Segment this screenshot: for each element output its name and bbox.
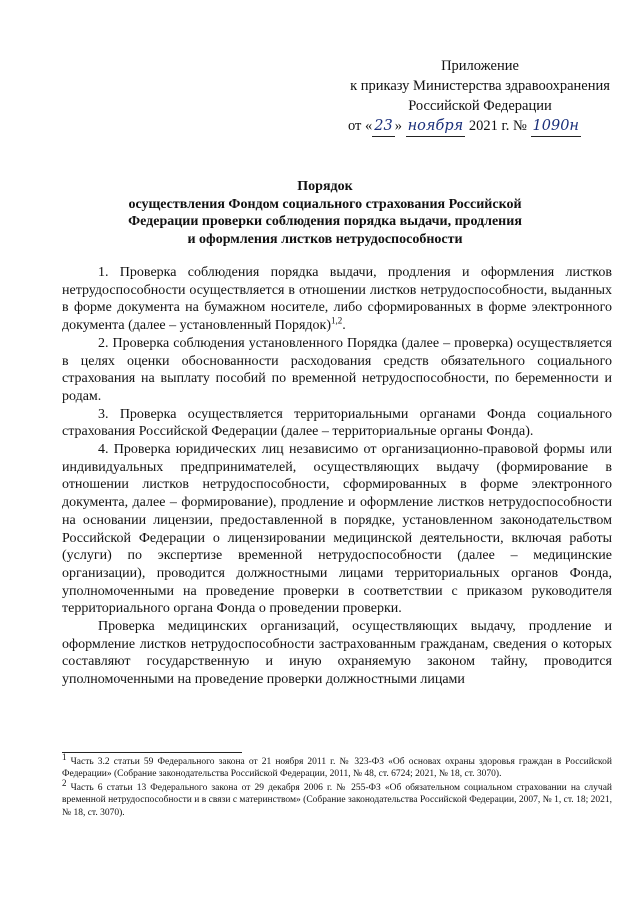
paragraph-5: Проверка медицинских организаций, осуществляющих выдачу, продление и оформление листков нетрудоспособности застрахованным гражданам, сведения о которых составляют государственную и иную охраняемую законом тайну, проводится уполномоченными на проведение проверки должностными лицами — [62, 619, 612, 688]
paragraph-1 — [62, 264, 612, 335]
footnote-2-text: Часть 6 статьи 13 Федерального закона от 29 декабря 2006 г. № 255-ФЗ «Об обязательном социальном страховании на случай временной нетрудоспособности и в связи с материнством» (Собрание законодательства Российской Федерации, 2007, № 1, ст. 18; 2021, № 18, ст. 3070). — [62, 782, 612, 818]
order-number: 1090н — [531, 116, 581, 137]
title-line-1: Порядок — [297, 179, 353, 194]
paragraph-3: 3. Проверка осуществляется территориальными органами Фонда социального страхования Российской Федерации (далее – территориальные органы Фонда). — [62, 406, 612, 440]
date-mid: » — [394, 118, 406, 134]
footnotes — [62, 751, 612, 820]
footnote-1 — [62, 751, 612, 781]
footnote-2-mark: 2 — [62, 777, 67, 788]
footnote-divider — [62, 752, 242, 753]
appendix-header — [330, 56, 630, 137]
order-date-line — [330, 116, 630, 137]
date-year: 2021 г. № — [465, 118, 531, 134]
footnote-1-text: Часть 3.2 статьи 59 Федерального закона от 21 ноября 2011 г. № 323-ФЗ «Об основах охраны здоровья граждан в Российской Федерации» (Собрание законодательства Российской Федерации, 2011, № 48, ст. 6724; 2021, № 18, ст. 3070). — [62, 757, 612, 780]
order-reference: к приказу Министерства здравоохранения — [350, 78, 610, 94]
paragraph-1-text: 1. Проверка соблюдения порядка выдачи, продления и оформления листков нетрудоспособности осуществляется в отношении листков нетрудоспособности, выданных в форме документа на бумажном носителе, либо сформированных в форме электронного документа (далее – установленный Порядок) — [62, 265, 612, 334]
date-day: 23 — [372, 116, 394, 137]
ministry-country: Российской Федерации — [408, 98, 552, 114]
footnote-ref: 1,2 — [331, 315, 343, 326]
title-line-4: и оформления листков нетрудоспособности — [187, 231, 463, 247]
appendix-label: Приложение — [441, 58, 519, 74]
date-month: ноября — [406, 116, 466, 137]
title-line-2: осуществления Фондом социального страхования Российской — [128, 196, 522, 212]
paragraph-2: 2. Проверка соблюдения установленного Порядка (далее – проверка) осуществляется в целях оценки обоснованности расходования средств обязательного социального страхования на выплату пособий по временной нетрудоспособности, по беременности и родам. — [62, 335, 612, 404]
footnote-2 — [62, 777, 612, 819]
date-prefix: от « — [348, 118, 373, 134]
title-line-3: Федерации проверки соблюдения порядка выдачи, продления — [128, 214, 522, 229]
paragraph-4: 4. Проверка юридических лиц независимо от организационно-правовой формы или индивидуальных предпринимателей, осуществляющих выдачу (формирование в отношении листков нетрудоспособности, сформированных в форме электронного документа, далее – формирование), продление и оформление листков нетрудоспособности на основании лицензии, предоставленной в порядке, установленном законодательством Российской Федерации о лицензировании медицинской деятельности, включая работы (услуги) по экспертизе временной нетрудоспособности (далее – медицинские организации), проводится должностными лицами территориальных органов Фонда, уполномоченными на проведение проверки в соответствии с приказом руководителя территориального органа Фонда о проведении проверки. — [62, 442, 612, 617]
document-title — [60, 178, 590, 248]
footnote-1-mark: 1 — [62, 751, 67, 762]
document-body — [62, 264, 612, 689]
paragraph-1-end: . — [342, 318, 346, 334]
